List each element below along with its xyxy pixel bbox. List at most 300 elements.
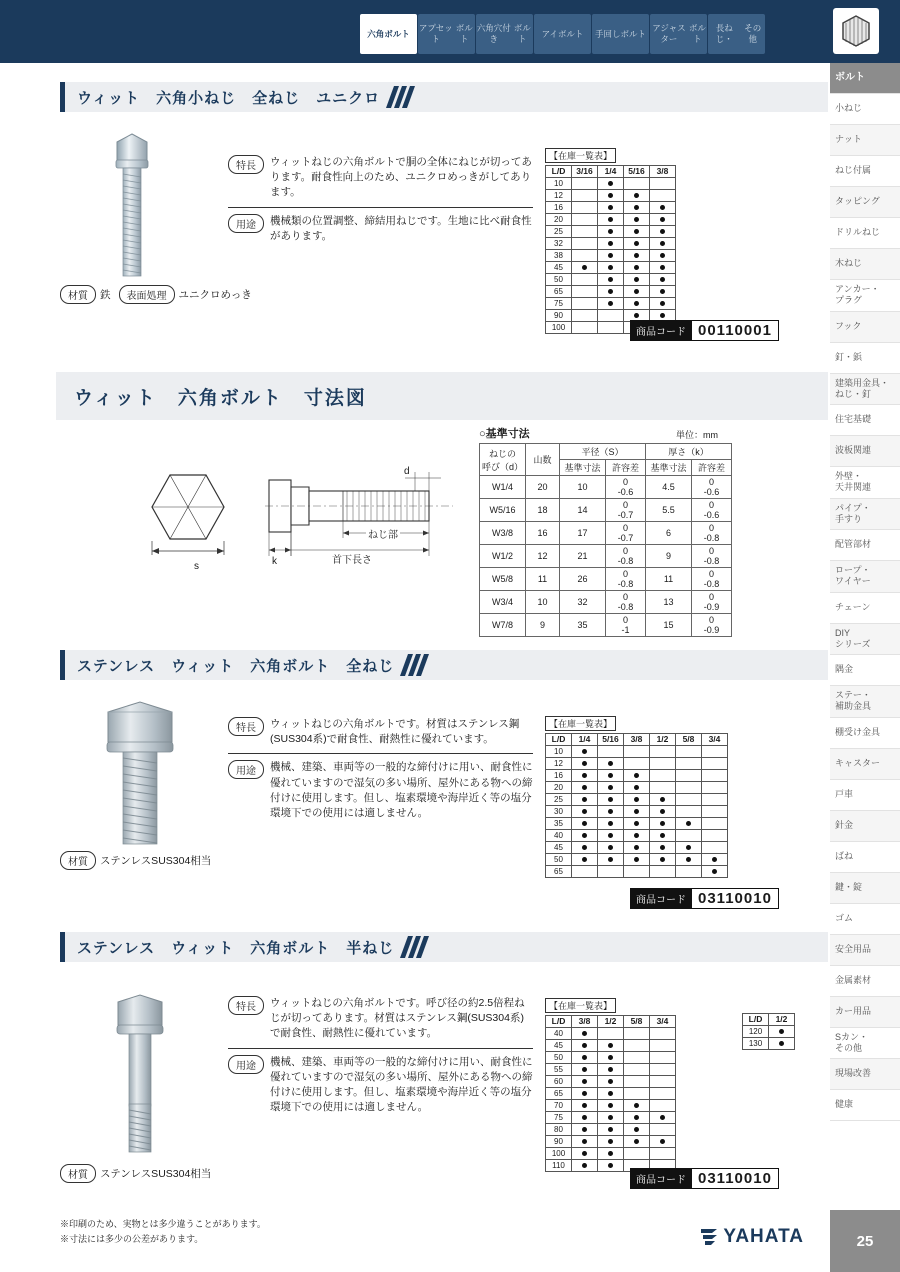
- stock-cell: [598, 250, 624, 262]
- feature-text-1: ウィットねじの六角ボルトで胴の全体にねじが切ってあります。耐食性向上のため、ユニクロめっきがしてあります。: [270, 156, 532, 199]
- divider-2: [228, 753, 533, 754]
- section-2-heading: [60, 650, 828, 680]
- sidebar-item-30[interactable]: [830, 997, 900, 1028]
- sidebar-item-6[interactable]: [830, 249, 900, 280]
- sidebar-item-label: アンカー・ プラグ: [835, 284, 880, 306]
- stock-row-label: 120: [743, 1026, 769, 1038]
- stock-dot: [582, 1163, 587, 1168]
- topnav-tab-1[interactable]: [418, 14, 475, 54]
- stock-cell: [624, 854, 650, 866]
- stock-column-header: 3/8: [572, 1016, 598, 1028]
- stock-cell: [624, 1052, 650, 1064]
- sidebar-item-label: ロープ・ ワイヤー: [835, 565, 871, 587]
- sidebar-item-label: 健康: [835, 1099, 854, 1110]
- stock-column-header: 5/8: [676, 734, 702, 746]
- stock-dot: [634, 193, 639, 198]
- stock-corner-label: L/D: [546, 734, 572, 746]
- sidebar-item-label: 住宅基礎: [835, 414, 872, 425]
- product-code-label-3: 商品コード: [630, 1168, 692, 1189]
- stock-cell: [676, 818, 702, 830]
- stock-column-header: 3/4: [650, 1016, 676, 1028]
- sidebar-item-11[interactable]: [830, 405, 900, 436]
- stock-cell: [650, 842, 676, 854]
- table-row: [546, 1088, 676, 1100]
- sidebar-item-24[interactable]: [830, 811, 900, 842]
- stock-cell: [624, 1064, 650, 1076]
- sidebar-item-label: 配管部材: [835, 539, 872, 550]
- dim-cell-s-std: 14: [560, 499, 606, 522]
- stock-dot: [582, 809, 587, 814]
- sidebar-item-16[interactable]: [830, 561, 900, 593]
- stock-cell: [598, 1124, 624, 1136]
- sidebar-item-29[interactable]: [830, 966, 900, 997]
- stock-cell: [650, 1028, 676, 1040]
- sidebar-item-25[interactable]: [830, 842, 900, 873]
- stock-block-2: [545, 716, 728, 878]
- category-sidebar[interactable]: [830, 63, 900, 1272]
- stock-cell: [598, 842, 624, 854]
- stock-dot: [608, 229, 613, 234]
- table-row: [546, 782, 728, 794]
- sidebar-item-4[interactable]: [830, 187, 900, 218]
- table-row: [546, 298, 676, 310]
- stock-dot: [660, 1115, 665, 1120]
- sidebar-item-label: DIY シリーズ: [835, 627, 871, 649]
- sidebar-item-label: 現場改善: [835, 1068, 872, 1079]
- table-row: [546, 830, 728, 842]
- topnav-tab-line: アイボルト: [541, 28, 584, 39]
- stock-row-label: 90: [546, 310, 572, 322]
- stock-cell: [624, 298, 650, 310]
- stock-dot: [608, 1127, 613, 1132]
- stock-column-header: 1/2: [650, 734, 676, 746]
- sidebar-item-7[interactable]: [830, 280, 900, 312]
- stock-cell: [598, 830, 624, 842]
- sidebar-item-12[interactable]: [830, 436, 900, 467]
- stock-cell: [572, 1124, 598, 1136]
- feature-row-1: [228, 155, 533, 201]
- sidebar-item-3[interactable]: [830, 156, 900, 187]
- stock-dot: [582, 821, 587, 826]
- topnav-tab-line: 手回し: [594, 28, 621, 39]
- stock-dot: [660, 277, 665, 282]
- sidebar-item-2[interactable]: [830, 125, 900, 156]
- dim-cell-k-tol: 0 -0.8: [692, 522, 732, 545]
- sidebar-item-20[interactable]: [830, 686, 900, 718]
- dim-cell-s-std: 17: [560, 522, 606, 545]
- stock-cell: [624, 202, 650, 214]
- stock-dot: [634, 833, 639, 838]
- dimension-table: [479, 443, 732, 637]
- stock-cell: [572, 226, 598, 238]
- sidebar-item-26[interactable]: [830, 873, 900, 904]
- topnav-tab-5[interactable]: [650, 14, 707, 54]
- stock-dot: [779, 1029, 784, 1034]
- use-row-2: [228, 760, 533, 821]
- stock-cell: [624, 178, 650, 190]
- stock-cell: [572, 1136, 598, 1148]
- table-row: [546, 818, 728, 830]
- dim-cell-s-tol: 0 -1: [606, 614, 646, 637]
- stock-cell: [572, 782, 598, 794]
- stock-dot: [582, 1067, 587, 1072]
- stock-dot: [608, 1067, 613, 1072]
- stock-cell: [598, 274, 624, 286]
- dim-cell-k-std: 9: [646, 545, 692, 568]
- sidebar-item-18[interactable]: [830, 624, 900, 656]
- stock-cell: [650, 794, 676, 806]
- stock-cell: [572, 806, 598, 818]
- stock-cell: [572, 866, 598, 878]
- stock-cell: [702, 782, 728, 794]
- stock-dot: [608, 1103, 613, 1108]
- feature-text-2: ウィットねじの六角ボルトです。材質はステンレス鋼(SUS304系)で耐食性、耐熱性に優れています。: [270, 718, 520, 746]
- stock-cell: [676, 746, 702, 758]
- stock-cell: [572, 794, 598, 806]
- table-row: [546, 286, 676, 298]
- topnav-tab-6[interactable]: [708, 14, 765, 54]
- dim-row: [480, 614, 732, 637]
- stock-row-label: 50: [546, 1052, 572, 1064]
- table-row: [546, 274, 676, 286]
- stock-cell: [650, 1076, 676, 1088]
- feature-row-3: [228, 996, 533, 1042]
- dim-cell-k-tol: 0 -0.6: [692, 476, 732, 499]
- stock-row-label: 20: [546, 214, 572, 226]
- table-row: [546, 262, 676, 274]
- stock-dot: [634, 301, 639, 306]
- sidebar-item-label: パイプ・ 手すり: [835, 502, 871, 524]
- sidebar-item-label: 安全用品: [835, 943, 872, 954]
- stock-dot: [779, 1041, 784, 1046]
- stock-row-label: 80: [546, 1124, 572, 1136]
- stock-dot: [634, 857, 639, 862]
- stock-dot: [608, 833, 613, 838]
- sidebar-item-17[interactable]: [830, 593, 900, 624]
- yahata-mark-icon: [701, 1228, 717, 1246]
- feature-row-2: [228, 717, 533, 747]
- dimension-label-d: d: [404, 466, 410, 477]
- stock-column-header: 3/16: [572, 166, 598, 178]
- sidebar-item-19[interactable]: [830, 655, 900, 686]
- sidebar-item-0: [830, 63, 900, 94]
- stock-row-label: 65: [546, 1088, 572, 1100]
- product-image-1: [85, 128, 215, 291]
- dim-header-name: ねじの 呼び（d）: [480, 444, 526, 476]
- stock-cell: [676, 770, 702, 782]
- stock-cell: [572, 250, 598, 262]
- stock-dot: [634, 217, 639, 222]
- material-row-2: [60, 851, 211, 870]
- product-image-2: [78, 698, 228, 861]
- sidebar-item-5[interactable]: [830, 218, 900, 249]
- sidebar-item-13[interactable]: [830, 467, 900, 499]
- dim-cell-k-tol: 0 -0.8: [692, 568, 732, 591]
- dim-row: [480, 591, 732, 614]
- table-row: [546, 806, 728, 818]
- stock-row-label: 90: [546, 1136, 572, 1148]
- stock-cell: [598, 226, 624, 238]
- stock-dot: [660, 205, 665, 210]
- stock-dot: [660, 253, 665, 258]
- stock-dot: [608, 1055, 613, 1060]
- stock-dot: [608, 253, 613, 258]
- topnav-tab-3[interactable]: [534, 14, 591, 54]
- topnav-tab-line: その他: [744, 23, 762, 44]
- brand-name: YAHATA: [723, 1226, 804, 1247]
- stock-dot: [582, 1031, 587, 1036]
- sidebar-item-14[interactable]: [830, 499, 900, 531]
- stock-label-2: 【在庫一覧表】: [545, 716, 616, 731]
- stock-cell: [702, 866, 728, 878]
- stock-dot: [634, 289, 639, 294]
- stock-cell: [624, 1148, 650, 1160]
- sidebar-item-15[interactable]: [830, 530, 900, 561]
- dim-cell-threads: 18: [526, 499, 560, 522]
- dim-row: [480, 476, 732, 499]
- stock-row-label: 100: [546, 1148, 572, 1160]
- sidebar-item-label: カー用品: [835, 1005, 872, 1016]
- stock-dot: [582, 1139, 587, 1144]
- stock-dot: [608, 785, 613, 790]
- stock-cell: [650, 1064, 676, 1076]
- stock-cell: [650, 238, 676, 250]
- stock-row-label: 40: [546, 830, 572, 842]
- stock-dot: [634, 1127, 639, 1132]
- sidebar-item-8[interactable]: [830, 312, 900, 343]
- stock-cell: [702, 758, 728, 770]
- stock-dot: [634, 1139, 639, 1144]
- stock-dot: [712, 869, 717, 874]
- stock-cell: [598, 1160, 624, 1172]
- stock-cell: [598, 1100, 624, 1112]
- stock-cell: [624, 1124, 650, 1136]
- topnav-tab-2[interactable]: [476, 14, 533, 54]
- stock-cell: [650, 298, 676, 310]
- stock-dot: [582, 1079, 587, 1084]
- stock-cell: [650, 1112, 676, 1124]
- dim-cell-s-tol: 0 -0.6: [606, 476, 646, 499]
- stock-dot: [608, 1151, 613, 1156]
- sidebar-item-10[interactable]: [830, 374, 900, 406]
- stock-cell: [624, 866, 650, 878]
- stock-cell: [676, 794, 702, 806]
- stock-cell: [572, 298, 598, 310]
- sidebar-item-label: 波板関連: [835, 445, 872, 456]
- sidebar-item-label: チェーン: [835, 601, 871, 612]
- table-header-row: [546, 166, 676, 178]
- product-code-label-2: 商品コード: [630, 888, 692, 909]
- stock-cell: [572, 202, 598, 214]
- dim-cell-threads: 11: [526, 568, 560, 591]
- stock-dot: [634, 1115, 639, 1120]
- stock-row-label: 50: [546, 274, 572, 286]
- stock-cell: [650, 1088, 676, 1100]
- stock-cell: [598, 1028, 624, 1040]
- surface-value-1: ユニクロめっき: [178, 289, 252, 301]
- dim-cell-s-tol: 0 -0.7: [606, 499, 646, 522]
- standard-dimension-block: [479, 425, 530, 441]
- sidebar-item-9[interactable]: [830, 343, 900, 374]
- stock-table: [545, 733, 728, 878]
- stock-dot: [582, 1103, 587, 1108]
- stock-dot: [634, 785, 639, 790]
- stock-corner-label: L/D: [743, 1014, 769, 1026]
- stock-cell: [572, 842, 598, 854]
- dim-cell-threads: 10: [526, 591, 560, 614]
- stock-dot: [582, 857, 587, 862]
- product-code-value-1: 00110001: [692, 320, 779, 341]
- sidebar-item-1[interactable]: [830, 94, 900, 125]
- dim-subheader-3: 許容差: [692, 460, 732, 476]
- topnav-tab-4[interactable]: [592, 14, 649, 54]
- stock-table-1: [545, 165, 676, 334]
- topnav-tab-line: アジャスター: [652, 23, 686, 44]
- stock-cell: [572, 1076, 598, 1088]
- stock-dot: [608, 301, 613, 306]
- heading-slashes: [390, 86, 414, 108]
- topnav-tab-line: アプセット: [418, 23, 453, 44]
- stock-cell: [624, 226, 650, 238]
- dim-cell-s-std: 10: [560, 476, 606, 499]
- sidebar-item-23[interactable]: [830, 780, 900, 811]
- table-row: [546, 1100, 676, 1112]
- dim-cell-s-std: 26: [560, 568, 606, 591]
- dim-cell-k-std: 6: [646, 522, 692, 545]
- stock-cell: [676, 782, 702, 794]
- product-image-3: [90, 992, 210, 1165]
- stock-dot: [608, 809, 613, 814]
- stock-dot: [660, 809, 665, 814]
- dimension-heading: [56, 372, 828, 420]
- stock-row-label: 25: [546, 226, 572, 238]
- stock-cell: [598, 782, 624, 794]
- stock-row-label: 130: [743, 1038, 769, 1050]
- stock-column-header: 5/16: [598, 734, 624, 746]
- sidebar-item-31[interactable]: [830, 1028, 900, 1060]
- stock-cell: [572, 1064, 598, 1076]
- stock-cell: [624, 830, 650, 842]
- stock-row-label: 40: [546, 1028, 572, 1040]
- stock-cell: [702, 830, 728, 842]
- stock-dot: [634, 277, 639, 282]
- stock-cell: [598, 746, 624, 758]
- sidebar-item-22[interactable]: [830, 749, 900, 780]
- stock-row-label: 65: [546, 866, 572, 878]
- stock-cell: [572, 1160, 598, 1172]
- table-row: [546, 854, 728, 866]
- stock-row-label: 10: [546, 178, 572, 190]
- stock-cell: [650, 1100, 676, 1112]
- stock-row-label: 45: [546, 262, 572, 274]
- topnav-tab-line: 六角穴付き: [476, 23, 511, 44]
- material-label-2: 材質: [60, 851, 96, 870]
- unit-note: 単位：mm: [676, 430, 718, 440]
- stock-cell: [572, 746, 598, 758]
- stock-cell: [624, 794, 650, 806]
- stock-cell: [572, 830, 598, 842]
- stock-dot: [608, 761, 613, 766]
- stock-cell: [598, 178, 624, 190]
- stock-dot: [582, 265, 587, 270]
- section-1-heading: [60, 82, 828, 112]
- stock-dot: [582, 749, 587, 754]
- stock-column-header: 3/8: [624, 734, 650, 746]
- stock-cell: [624, 1088, 650, 1100]
- stock-cell: [598, 1136, 624, 1148]
- stock-cell: [598, 310, 624, 322]
- sidebar-item-21[interactable]: [830, 718, 900, 749]
- stock-cell: [572, 1088, 598, 1100]
- stock-dot: [582, 1091, 587, 1096]
- stock-cell: [572, 262, 598, 274]
- stock-dot: [608, 1091, 613, 1096]
- dimension-label-s: s: [194, 561, 199, 572]
- stock-dot: [608, 845, 613, 850]
- stock-dot: [660, 797, 665, 802]
- stock-dot: [634, 845, 639, 850]
- dim-cell-name: W3/8: [480, 522, 526, 545]
- stock-cell: [650, 866, 676, 878]
- stock-row-label: 25: [546, 794, 572, 806]
- table-row: [546, 1124, 676, 1136]
- material-value-3: ステンレスSUS304相当: [100, 1168, 212, 1180]
- sidebar-item-33[interactable]: [830, 1090, 900, 1121]
- stock-cell: [598, 818, 624, 830]
- stock-cell: [676, 842, 702, 854]
- table-row: [546, 1136, 676, 1148]
- stock-dot: [660, 265, 665, 270]
- topnav-tab-line: ボルト: [455, 23, 473, 44]
- stock-dot: [582, 1115, 587, 1120]
- table-row: [546, 190, 676, 202]
- stock-dot: [660, 289, 665, 294]
- stock-cell: [650, 202, 676, 214]
- stock-table: [545, 165, 676, 334]
- stock-cell: [572, 274, 598, 286]
- stock-table: [545, 1015, 676, 1172]
- stock-row-label: 45: [546, 1040, 572, 1052]
- bolt-head-icon: [833, 8, 879, 54]
- material-row-3: [60, 1164, 211, 1183]
- use-text-2: 機械、建築、車両等の一般的な締付けに用い、耐食性に優れていますので湿気の多い場所、屋外にある物への締付けに使用します。但し、塩素環境や海岸近く等の塩分環境下での使用には適しません。: [270, 761, 533, 820]
- sidebar-item-28[interactable]: [830, 935, 900, 966]
- stock-row-label: 38: [546, 250, 572, 262]
- stock-dot: [660, 241, 665, 246]
- stock-row-label: 12: [546, 190, 572, 202]
- sidebar-item-label: ねじ付属: [835, 165, 872, 176]
- stock-dot: [634, 253, 639, 258]
- material-row-1: [60, 285, 252, 304]
- sidebar-item-32[interactable]: [830, 1059, 900, 1090]
- use-label-1: 用途: [228, 214, 264, 233]
- stock-table: [742, 1013, 795, 1050]
- topnav-tab-0[interactable]: [360, 14, 417, 54]
- stock-cell: [702, 770, 728, 782]
- dim-cell-k-std: 4.5: [646, 476, 692, 499]
- section-2-title: ステンレス ウィット 六角ボルト 全ねじ: [77, 657, 395, 675]
- stock-dot: [634, 1103, 639, 1108]
- sidebar-item-27[interactable]: [830, 904, 900, 935]
- product-code-value-2: 03110010: [692, 888, 779, 909]
- table-row: [546, 1028, 676, 1040]
- stock-dot: [608, 821, 613, 826]
- stock-dot: [608, 277, 613, 282]
- stock-dot: [608, 1043, 613, 1048]
- table-row: [546, 238, 676, 250]
- dim-cell-s-tol: 0 -0.8: [606, 568, 646, 591]
- stock-cell: [598, 1148, 624, 1160]
